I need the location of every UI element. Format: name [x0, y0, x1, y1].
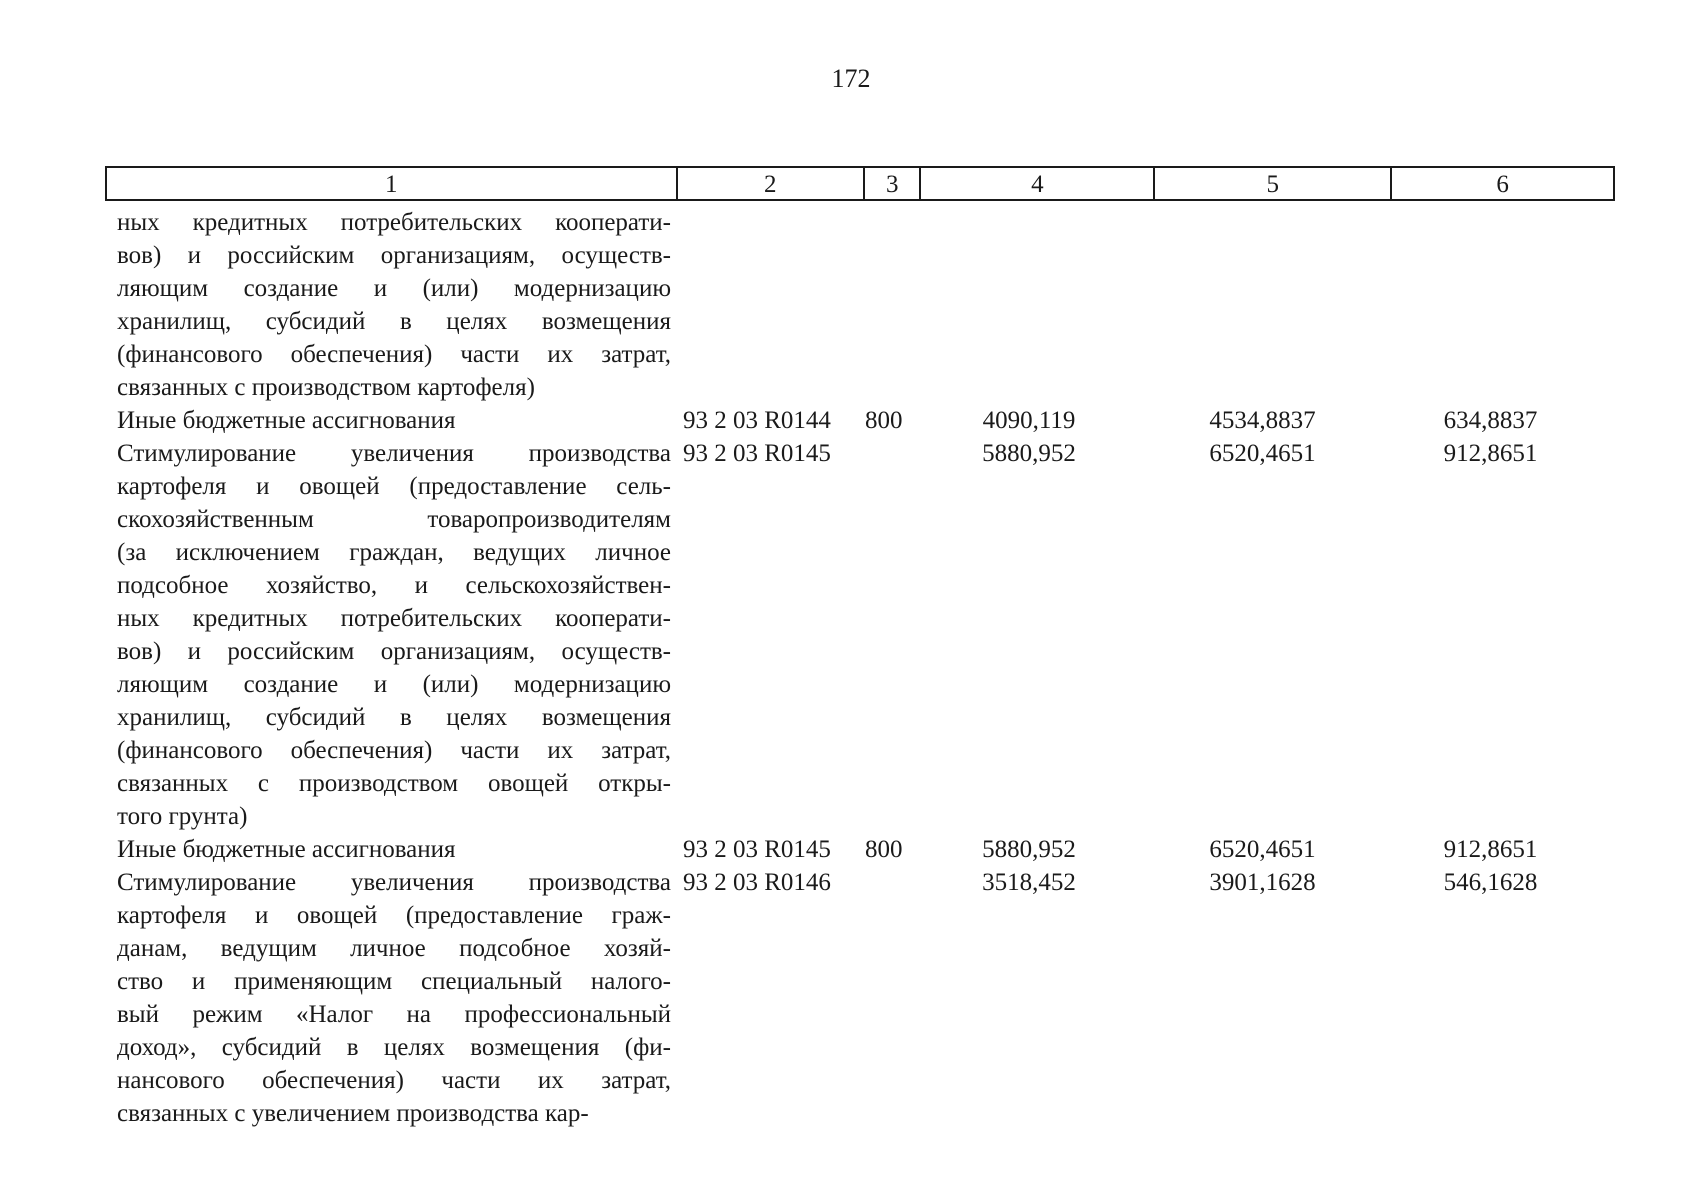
column-header-1: 1 [106, 167, 677, 200]
table-row [105, 206, 1615, 404]
row-code: 93 2 03 R0145 [683, 440, 831, 467]
column-header-2: 2 [677, 167, 864, 200]
description-line: (финансового обеспечения) части их затрат, [117, 737, 671, 764]
table-row [105, 437, 1615, 833]
row-value-5 [1145, 206, 1380, 404]
description-line: ляющим создание и (или) модернизацию [117, 275, 671, 302]
row-expense-type [857, 866, 913, 1130]
row-value-5: 6520,4651 [1209, 440, 1316, 467]
row-expense-type [857, 437, 913, 833]
description-line: Иные бюджетные ассигнования [117, 407, 456, 434]
description-line: ных кредитных потребительских кооперати- [117, 605, 671, 632]
description-line: ных кредитных потребительских кооперати- [117, 209, 671, 236]
description-line: вый режим «Налог на профессиональный [117, 1001, 671, 1028]
description-line: (за исключением граждан, ведущих личное [117, 539, 671, 566]
row-value-6: 634,8837 [1443, 407, 1538, 434]
row-value-4: 4090,119 [982, 407, 1076, 434]
row-value-6 [1380, 206, 1601, 404]
description-line: ляющим создание и (или) модернизацию [117, 671, 671, 698]
description-line: того грунта) [117, 803, 248, 830]
row-code: 93 2 03 R0145 [683, 836, 831, 863]
row-value-4: 3518,452 [982, 869, 1076, 896]
row-description [105, 866, 671, 1130]
row-value-6: 546,1628 [1443, 869, 1538, 896]
row-code: 93 2 03 R0146 [683, 869, 831, 896]
table-row [105, 833, 1615, 866]
description-line: хранилищ, субсидий в целях возмещения [117, 308, 671, 335]
description-line: (финансового обеспечения) части их затрат, [117, 341, 671, 368]
row-expense-type [857, 206, 913, 404]
row-code [671, 206, 857, 404]
row-value-4 [913, 206, 1145, 404]
description-line: картофеля и овощей (предоставление граж- [117, 902, 671, 929]
description-line: Стимулирование увеличения производства [117, 869, 671, 896]
description-line: доход», субсидий в целях возмещения (фи- [117, 1034, 671, 1061]
description-line: нансового обеспечения) части их затрат, [117, 1067, 671, 1094]
row-description [105, 833, 671, 866]
description-line: вов) и российским организациям, осуществ- [117, 638, 671, 665]
table-row [105, 404, 1615, 437]
description-line: подсобное хозяйство, и сельскохозяйствен- [117, 572, 671, 599]
row-code: 93 2 03 R0144 [683, 407, 831, 434]
row-value-6: 912,8651 [1443, 836, 1538, 863]
row-value-5: 3901,1628 [1209, 869, 1316, 896]
description-line: связанных с увеличением производства кар- [117, 1100, 589, 1127]
column-header-row [106, 167, 1614, 200]
row-description [105, 404, 671, 437]
column-header-3: 3 [864, 167, 920, 200]
row-expense-type: 800 [865, 836, 903, 863]
description-line: вов) и российским организациям, осуществ- [117, 242, 671, 269]
row-value-5: 4534,8837 [1209, 407, 1316, 434]
column-header-6: 6 [1391, 167, 1614, 200]
description-line: связанных с производством овощей откры- [117, 770, 671, 797]
row-description [105, 206, 671, 404]
description-line: Иные бюджетные ассигнования [117, 836, 456, 863]
description-line: картофеля и овощей (предоставление сель- [117, 473, 671, 500]
column-header-5: 5 [1154, 167, 1391, 200]
row-value-4: 5880,952 [982, 836, 1076, 863]
row-value-4: 5880,952 [982, 440, 1076, 467]
description-line: Стимулирование увеличения производства [117, 440, 671, 467]
table-body [105, 206, 1615, 1130]
column-header-table [105, 166, 1615, 201]
row-value-5: 6520,4651 [1209, 836, 1316, 863]
row-expense-type: 800 [865, 407, 903, 434]
description-line: связанных с производством картофеля) [117, 374, 535, 401]
row-value-6: 912,8651 [1443, 440, 1538, 467]
column-header-4: 4 [920, 167, 1154, 200]
description-line: ство и применяющим специальный налого- [117, 968, 671, 995]
table-row [105, 866, 1615, 1130]
description-line: хранилищ, субсидий в целях возмещения [117, 704, 671, 731]
description-line: данам, ведущим личное подсобное хозяй- [117, 935, 671, 962]
page-number: 172 [831, 64, 871, 93]
row-description [105, 437, 671, 833]
description-line: скохозяйственным товаропроизводителям [117, 506, 671, 533]
